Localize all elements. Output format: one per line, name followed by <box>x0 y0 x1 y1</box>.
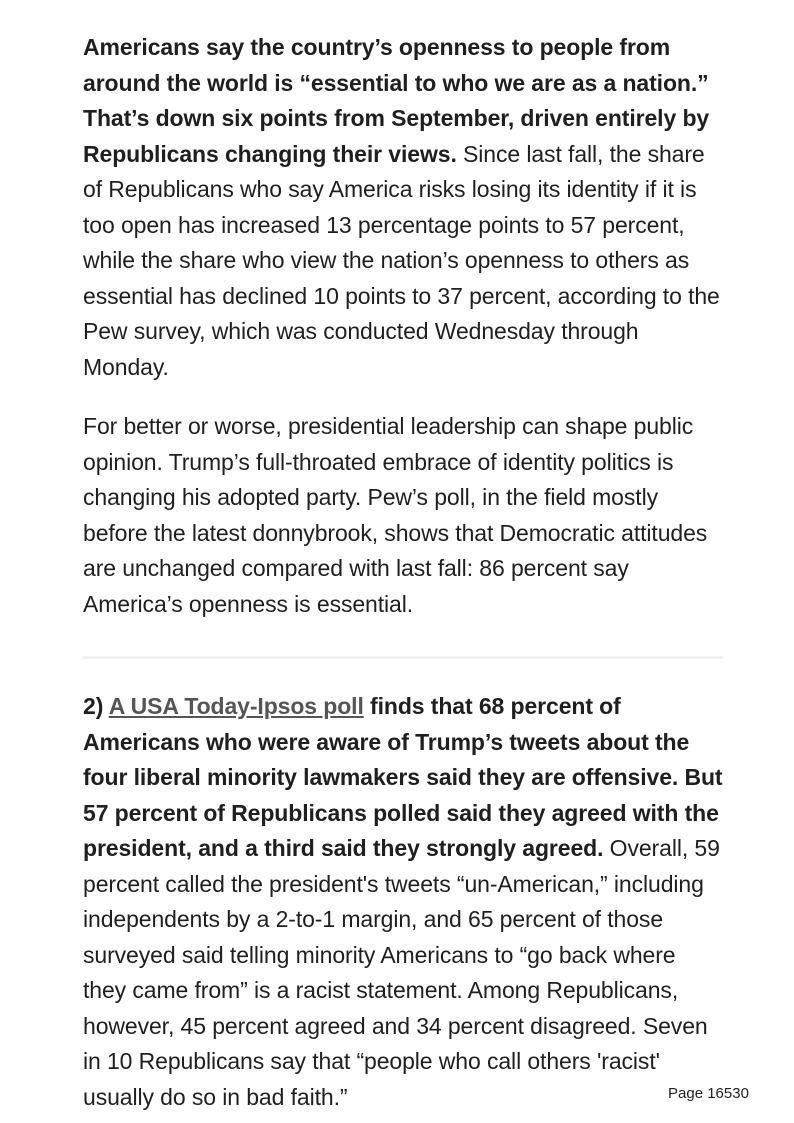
paragraph-presidential-leadership <box>83 409 723 622</box>
article-body <box>83 30 723 1115</box>
page-number: Page 16530 <box>668 1085 749 1102</box>
paragraph-lead-bold: Americans say the country’s openness to people from around the world is “essential to who we are as a nation.” That’s down six points from September, driven entirely by Republicans changing their views. <box>83 34 710 167</box>
paragraph-usa-today-poll <box>83 689 723 1115</box>
paragraph-lead-bold: finds that 68 percent of Americans who were aware of Trump’s tweets about the four liberal minority lawmakers said they are offensive. But 57 percent of Republicans polled said they agreed with the president, and a third said they strongly agreed. <box>83 693 723 861</box>
section-divider <box>83 656 723 659</box>
paragraph-text: For better or worse, presidential leadership can shape public opinion. Trump’s full-throated embrace of identity politics is changing his adopted party. Pew’s poll, in the field mostly before the latest donnybrook, shows that Democratic attitudes are unchanged compared with last fall: 86 percent say America’s openness is essential. <box>83 413 708 617</box>
usa-today-ipsos-poll-link[interactable]: A USA Today-Ipsos poll <box>108 693 364 719</box>
paragraph-text: Since last fall, the share of Republicans who say America risks losing its identity if it is too open has increased 13 percentage points to 57 percent, while the share who view the nation’s openness to others as essential has declined 10 points to 37 percent, according to the Pew survey, which was conducted Wednesday through Monday. <box>83 140 720 380</box>
item-number: 2) <box>83 693 109 719</box>
paragraph-pew-openness <box>83 30 723 385</box>
paragraph-text: Overall, 59 percent called the president's tweets “un-American,” including independents by a 2-to-1 margin, and 65 percent of those surveyed said telling minority Americans to “go back where they came from” is a racist statement. Among Republicans, however, 45 percent agreed and 34 percent disagreed. Seven in 10 Republicans say that “people who call others 'racist' usually do so in bad faith.” <box>83 835 720 1110</box>
